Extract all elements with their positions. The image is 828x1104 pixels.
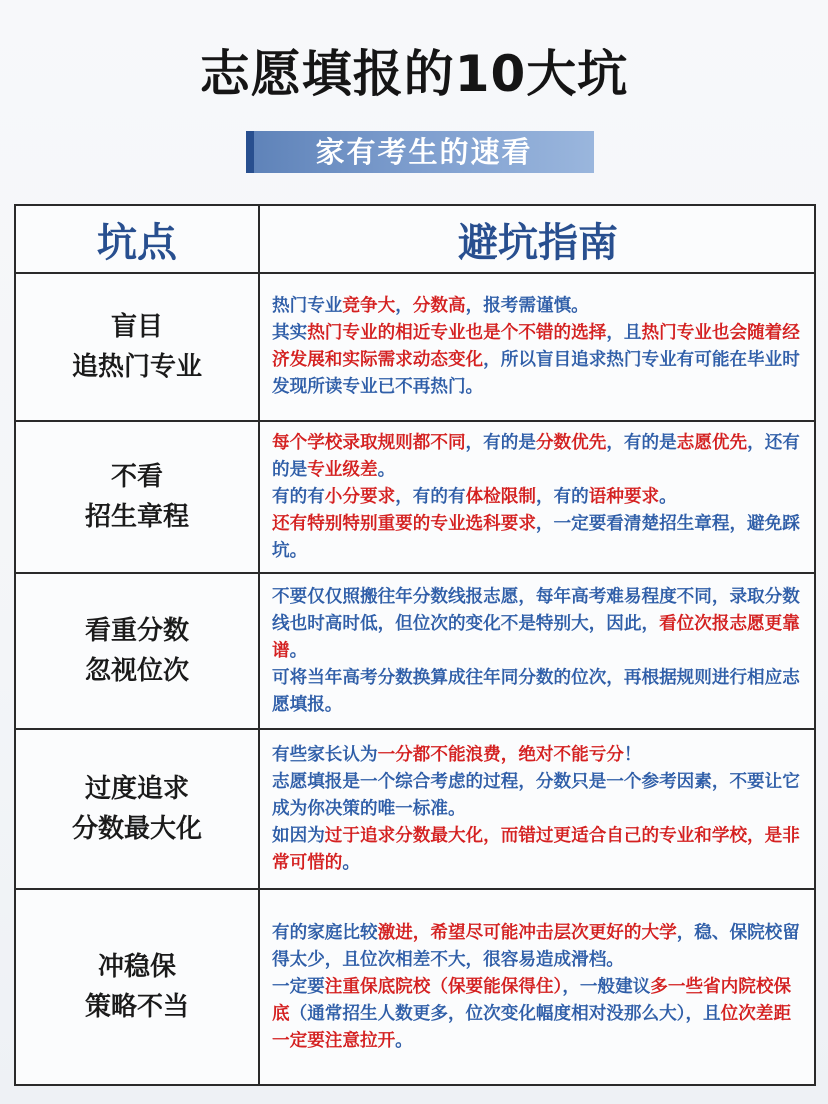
- guide-segment: ，有的: [535, 486, 589, 507]
- pit-cell: [16, 730, 260, 888]
- table-row: [16, 574, 814, 730]
- guide-highlight: 每个学校录取规则都不同: [272, 432, 466, 453]
- guide-highlight: 多一些省内院校保底: [272, 976, 792, 1024]
- pit-cell: [16, 274, 260, 420]
- guide-segment: 可将当年高考分数换算成往年同分数的位次，再根据规则进行相应志愿填报。: [272, 667, 800, 715]
- guide-segment: 热门专业: [272, 296, 343, 316]
- guide-segment: 如因为: [272, 825, 325, 846]
- guide-highlight: 一分都不能浪费，绝对不能亏分: [377, 744, 624, 765]
- pit-line-2: 招生章程: [84, 502, 189, 532]
- guide-cell: [260, 274, 814, 420]
- table-row: [16, 274, 814, 422]
- guide-highlight: 体检限制: [465, 486, 536, 507]
- guide-segment: ，有的有: [395, 486, 466, 507]
- table-header-row: [16, 206, 814, 274]
- guide-highlight: 志愿优先: [676, 432, 748, 453]
- pitfalls-table: [14, 204, 816, 1086]
- guide-segment: 。: [659, 486, 677, 507]
- guide-segment: ，且: [606, 323, 642, 343]
- guide-highlight: 过于追求分数最大化，而错过更适合自己的专业和学校，是非常可惜的: [272, 825, 800, 873]
- header-pit-cell: [16, 206, 260, 272]
- guide-segment: ，报考需谨慎。: [465, 296, 589, 316]
- guide-text: [272, 430, 804, 565]
- guide-segment: 其实: [272, 323, 308, 343]
- guide-segment: ，一定要看清楚招生章程，避免踩坑。: [272, 513, 800, 561]
- pit-line-2: 分数最大化: [71, 814, 202, 844]
- header-pit: 坑点: [97, 219, 177, 266]
- subtitle-banner: [246, 131, 594, 173]
- guide-highlight: 注重保底院校（保要能保得住）: [324, 976, 563, 997]
- guide-highlight: 分数高: [412, 296, 466, 316]
- guide-text: [272, 920, 804, 1055]
- guide-segment: ，稳、保院校留得太少，且位次相差不大，很容易造成滑档。: [272, 922, 800, 970]
- guide-highlight: 热门专业的相近专业也是个不错的选择: [307, 323, 607, 343]
- pit-line-1: 过度追求: [84, 774, 189, 804]
- pit-line-1: 看重分数: [84, 616, 189, 646]
- guide-segment: 。: [342, 852, 360, 873]
- guide-highlight: 位次差距一定要注意拉开: [272, 1003, 792, 1051]
- pit-line-1: 冲稳保: [97, 952, 176, 982]
- guide-highlight: 专业级差: [307, 459, 378, 480]
- table-row: [16, 422, 814, 574]
- guide-highlight: 看位次报志愿更靠谱: [272, 613, 800, 661]
- guide-segment: ，: [395, 296, 413, 316]
- table-row: [16, 890, 814, 1084]
- guide-text: [272, 742, 804, 877]
- guide-segment: 。: [395, 1030, 413, 1051]
- guide-segment: ！: [623, 744, 642, 765]
- guide-highlight: 语种要求: [588, 486, 660, 507]
- pit-line-1: 不看: [110, 462, 163, 492]
- pit-line-1: 盲目: [110, 312, 163, 342]
- guide-segment: 一定要: [272, 976, 325, 997]
- pit-cell: [16, 574, 260, 728]
- guide-highlight: 热门专业也会随着经济发展和实际需求动态变化: [272, 323, 800, 370]
- guide-segment: 有的家庭比较: [272, 922, 378, 943]
- header-guide: 避坑指南: [458, 219, 618, 266]
- guide-segment: 志愿填报是一个综合考虑的过程，分数只是一个参考因素，不要让它成为你决策的唯一标准。: [272, 771, 800, 819]
- guide-segment: （通常招生人数更多，位次变化幅度相对没那么大），且: [289, 1003, 721, 1024]
- guide-cell: [260, 574, 814, 728]
- guide-highlight: 激进，希望尽可能冲击层次更好的大学: [377, 922, 677, 943]
- guide-segment: ，一般建议: [562, 976, 651, 997]
- pit-line-2: 策略不当: [84, 992, 189, 1022]
- guide-cell: [260, 890, 814, 1084]
- page-title: 志愿填报的10大坑: [199, 45, 629, 103]
- guide-text: [272, 293, 804, 401]
- guide-segment: 不要仅仅照搬往年分数线报志愿，每年高考难易程度不同，录取分数线也时高时低，但位次的变化不是特别大，因此，: [272, 586, 800, 634]
- guide-cell: [260, 730, 814, 888]
- pit-line-2: 追热门专业: [71, 352, 202, 382]
- guide-segment: ，有的是: [606, 432, 677, 453]
- pit-line-2: 忽视位次: [84, 656, 189, 686]
- guide-cell: [260, 422, 814, 572]
- guide-segment: ，有的是: [465, 432, 536, 453]
- pit-cell: [16, 890, 260, 1084]
- header-guide-cell: [260, 206, 814, 272]
- guide-segment: ，还有的是: [272, 432, 800, 480]
- guide-highlight: 竞争大: [342, 296, 396, 316]
- guide-segment: 有的有: [272, 486, 325, 507]
- pit-cell: [16, 422, 260, 572]
- subtitle: 家有考生的速看: [315, 135, 533, 169]
- guide-segment: 。: [289, 640, 308, 661]
- guide-highlight: 还有特别特别重要的专业选科要求: [272, 513, 536, 534]
- guide-segment: 有些家长认为: [272, 744, 378, 765]
- guide-segment: 。: [377, 459, 396, 480]
- guide-segment: ，所以盲目追求热门专业有可能在毕业时发现所读专业已不再热门。: [272, 350, 800, 397]
- table-row: [16, 730, 814, 890]
- guide-highlight: 小分要求: [324, 486, 396, 507]
- guide-text: [272, 584, 804, 719]
- guide-highlight: 分数优先: [535, 432, 607, 453]
